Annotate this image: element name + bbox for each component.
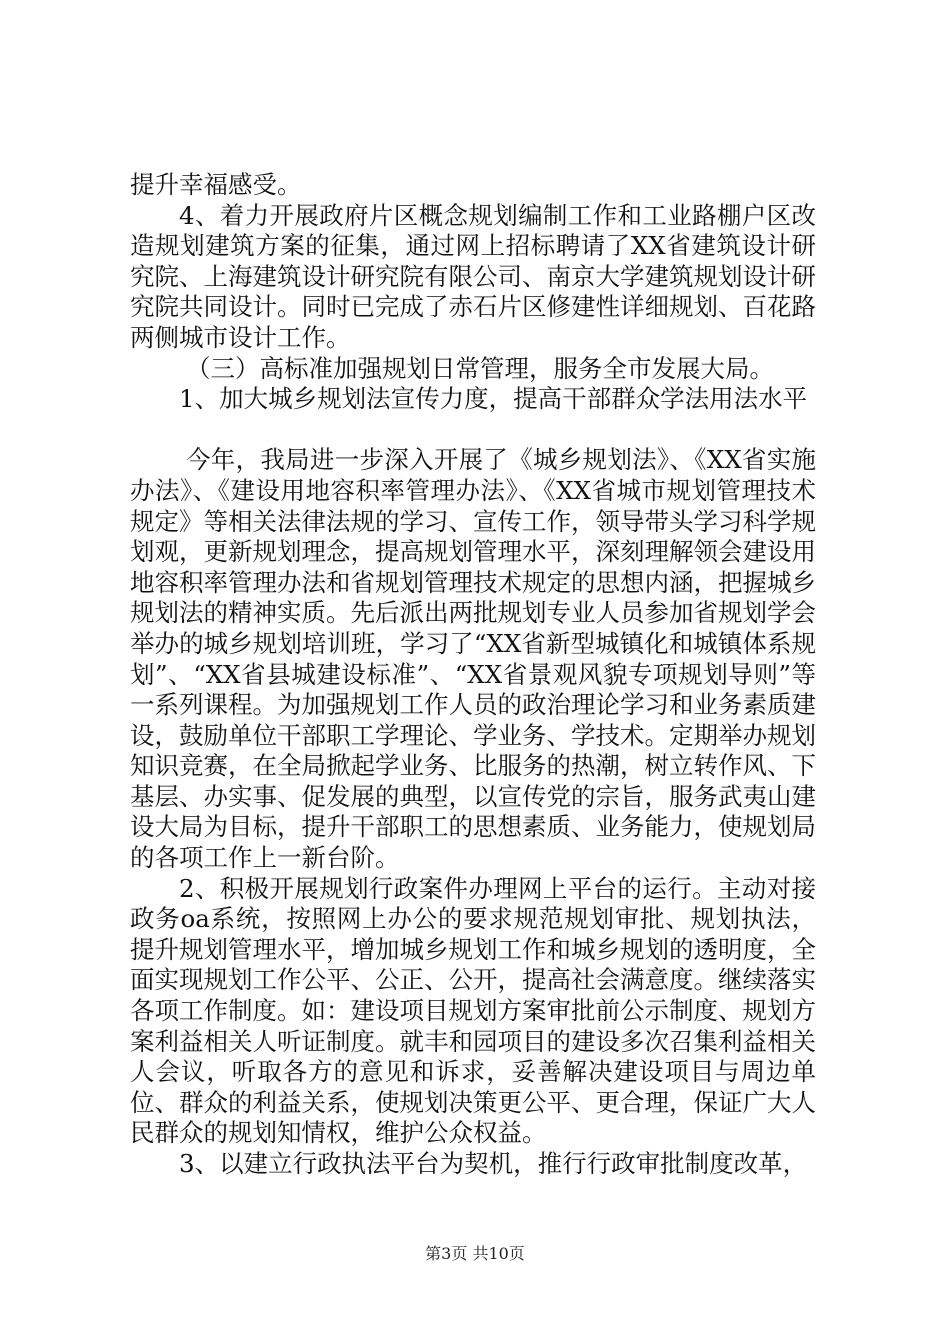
paragraph-item-2: 2、积极开展规划行政案件办理网上平台的运行。主动对接政务oa系统，按照网上办公的要求规范规划审批、规划执法，提升规划管理水平，增加城乡规划工作和城乡规划的透明度，全面实现规划工作公平、公正、公开，提高社会满意度。继续落实各项工作制度。如：建设项目规划方案审批前公示制度、规划方案利益相关人听证制度。就丰和园项目的建设多次召集利益相关人会议，听取各方的意见和诉求，妥善解决建设项目与周边单位、群众的利益关系，使规划决策更公平、更合理，保证广大人民群众的规划知情权，维护公众权益。 xyxy=(130,873,816,1148)
page-number-label: 第3页 共10页 xyxy=(425,1244,525,1263)
paragraph-item-3: 3、以建立行政执法平台为契机，推行行政审批制度改革， xyxy=(179,1149,808,1178)
section-heading-3: （三）高标准加强规划日常管理，服务全市发展大局。 xyxy=(186,353,774,383)
paragraph-this-year: 今年，我局进一步深入开展了《城乡规划法》、《XX省实施办法》、《建设用地容积率管理办法》、《XX省城市规划管理技术规定》等相关法律法规的学习、宣传工作，领导带头学习科学规划观，更新规划理念，提高规划管理水平，深刻理解领会建设用地容积率管理办法和省规划管理技术规定的思想内涵，把握城乡规划法的精神实质。先后派出两批规划专业人员参加省规划学会举办的城乡规划培训班，学习了“XX省新型城镇化和城镇体系规划”、“XX省县城建设标准”、“XX省景观风貌专项规划导则”等一系列课程。为加强规划工作人员的政治理论学习和业务素质建设，鼓励单位干部职工学理论、学业务、学技术。定期举办规划知识竞赛，在全局掀起学业务、比服务的热潮，树立转作风、下基层、办实事、促发展的典型，以宣传党的宗旨，服务武夷山建设大局为目标，提升干部职工的思想素质、业务能力，使规划局的各项工作上一新台阶。 xyxy=(130,445,816,873)
document-body xyxy=(130,170,816,1180)
page-footer xyxy=(0,1244,950,1264)
paragraph-item-4: 4、着力开展政府片区概念规划编制工作和工业路棚户区改造规划建筑方案的征集，通过网上招标聘请了XX省建筑设计研究院、上海建筑设计研究院有限公司、南京大学建筑规划设计研究院共同设计。同时已完成了赤石片区修建性详细规划、百花路两侧城市设计工作。 xyxy=(130,200,816,352)
subheading-item-1: 1、加大城乡规划法宣传力度，提高干部群众学法用法水平 xyxy=(179,384,808,414)
paragraph-continuation: 提升幸福感受。 xyxy=(130,170,302,199)
